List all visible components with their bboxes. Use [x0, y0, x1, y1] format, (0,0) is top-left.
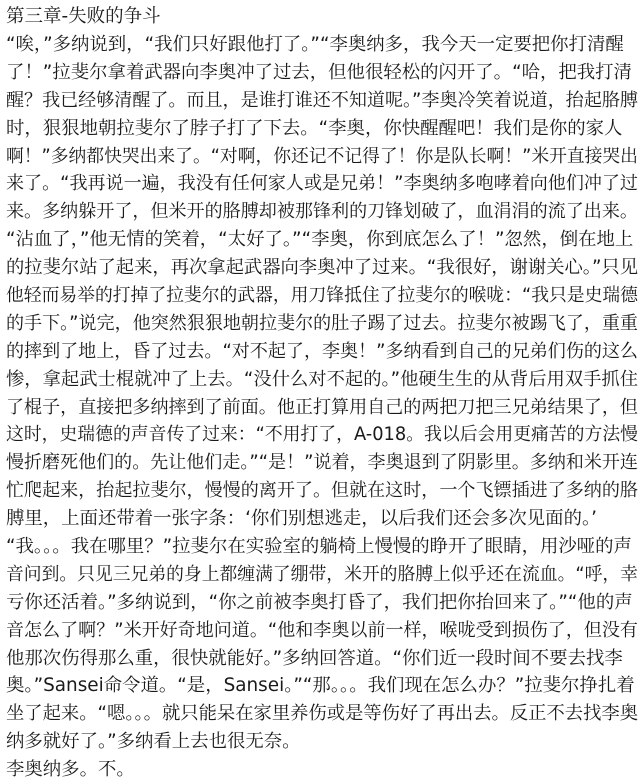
text-line: 他那次伤得那么重，很快就能好。”多纳回答道。“你们近一段时间不要去找李	[6, 647, 623, 669]
text-line: 这时，史瑞德的声音传了过来：“不用打了，A-018。我以后会用更痛苦的方法慢	[6, 424, 639, 446]
text-line: 慢折磨死他们的。先让他们走。”“是！”说着，李奥退到了阴影里。多纳和米开连	[6, 452, 638, 474]
text-line: 的摔到了地上，昏了过去。“对不起了，李奥！”多纳看到自己的兄弟们伤的这么	[6, 340, 638, 362]
text-line: 纳多就好了。”多纳看上去也很无奈。	[6, 731, 301, 753]
text-line: 坐了起来。“嗯。。。就只能呆在家里养伤或是等伤好了再出去。反正不去找李奥	[6, 703, 639, 725]
text-line: 李奥纳多。不。	[6, 759, 135, 781]
text-line: 奥。”Sansei命令道。“是，Sansei。”“那。。。我们现在怎么办？”拉斐尔挣扎着	[6, 675, 635, 697]
text-line: 音怎么了啊？”米开好奇地问道。“他和李奥以前一样，喉咙受到损伤了，但没有	[6, 619, 638, 641]
text-line: 亏你还活着。”多纳说到，“你之前被李奥打昏了，我们把你抬回来了。”“他的声	[6, 591, 633, 613]
text-line: 忙爬起来，抬起拉斐尔，慢慢的离开了。但就在这时，一个飞镖插进了多纳的胳	[6, 480, 638, 502]
text-line: “唉，”多纳说到，“我们只好跟他打了。”“李奥纳多，我今天一定要把你打清醒	[6, 34, 624, 55]
text-line: 他轻而易举的打掉了拉斐尔的武器，用刀锋抵住了拉斐尔的喉咙：“我只是史瑞德	[6, 285, 638, 307]
text-line: 音问到。只见三兄弟的身上都缠满了绷带，米开的胳膊上似乎还在流血。“呼，幸	[6, 563, 638, 585]
text-line: 的手下。”说完，他突然狠狠地朝拉斐尔的肚子踢了过去。拉斐尔被踢飞了，重重	[6, 312, 638, 334]
text-line: 来了。“我再说一遍，我没有任何家人或是兄弟！”李奥纳多咆哮着向他们冲了过	[6, 173, 638, 195]
text-line: 了棍子，直接把多纳摔到了前面。他正打算用自己的两把刀把三兄弟结果了，但	[6, 396, 638, 418]
text-line: “我。。。我在哪里？”拉斐尔在实验室的躺椅上慢慢的睁开了眼睛，用沙哑的声	[6, 536, 632, 558]
chapter-title: 第三章-失败的争斗	[6, 6, 161, 27]
text-line: 啊！”多纳都快哭出来了。“对啊，你还记不记得了！你是队长啊！”米开直接哭出	[6, 145, 638, 167]
text-line: 了！”拉斐尔拿着武器向李奥冲了过去，但他很轻松的闪开了。“哈，把我打清	[6, 61, 632, 83]
text-line: 的拉斐尔站了起来，再次拿起武器向李奥冲了过来。“我很好，谢谢关心。”只见	[6, 257, 639, 279]
text-line: 膊里，上面还带着一张字条：‘你们别想逃走，以后我们还会多次见面的。’	[6, 508, 597, 530]
text-line: 惨，拿起武士棍就冲了上去。“没什么对不起的。”他硬生生的从背后用双手抓住	[6, 368, 639, 390]
text-line: 醒？我已经够清醒了。而且，是谁打谁还不知道呢。”李奥冷笑着说道，抬起胳膊	[6, 89, 638, 111]
text-line: 来。多纳躲开了，但米开的胳膊却被那锋利的刀锋划破了，血涓涓的流了出来。	[6, 201, 638, 223]
text-line: “沾血了，”他无情的笑着，“太好了。”“李奥，你到底怎么了！”忽然，倒在地上	[6, 229, 634, 251]
story-body	[6, 31, 640, 784]
text-line: 时，狠狠地朝拉斐尔了脖子打了下去。“李奥，你快醒醒吧！我们是你的家人	[6, 117, 623, 139]
